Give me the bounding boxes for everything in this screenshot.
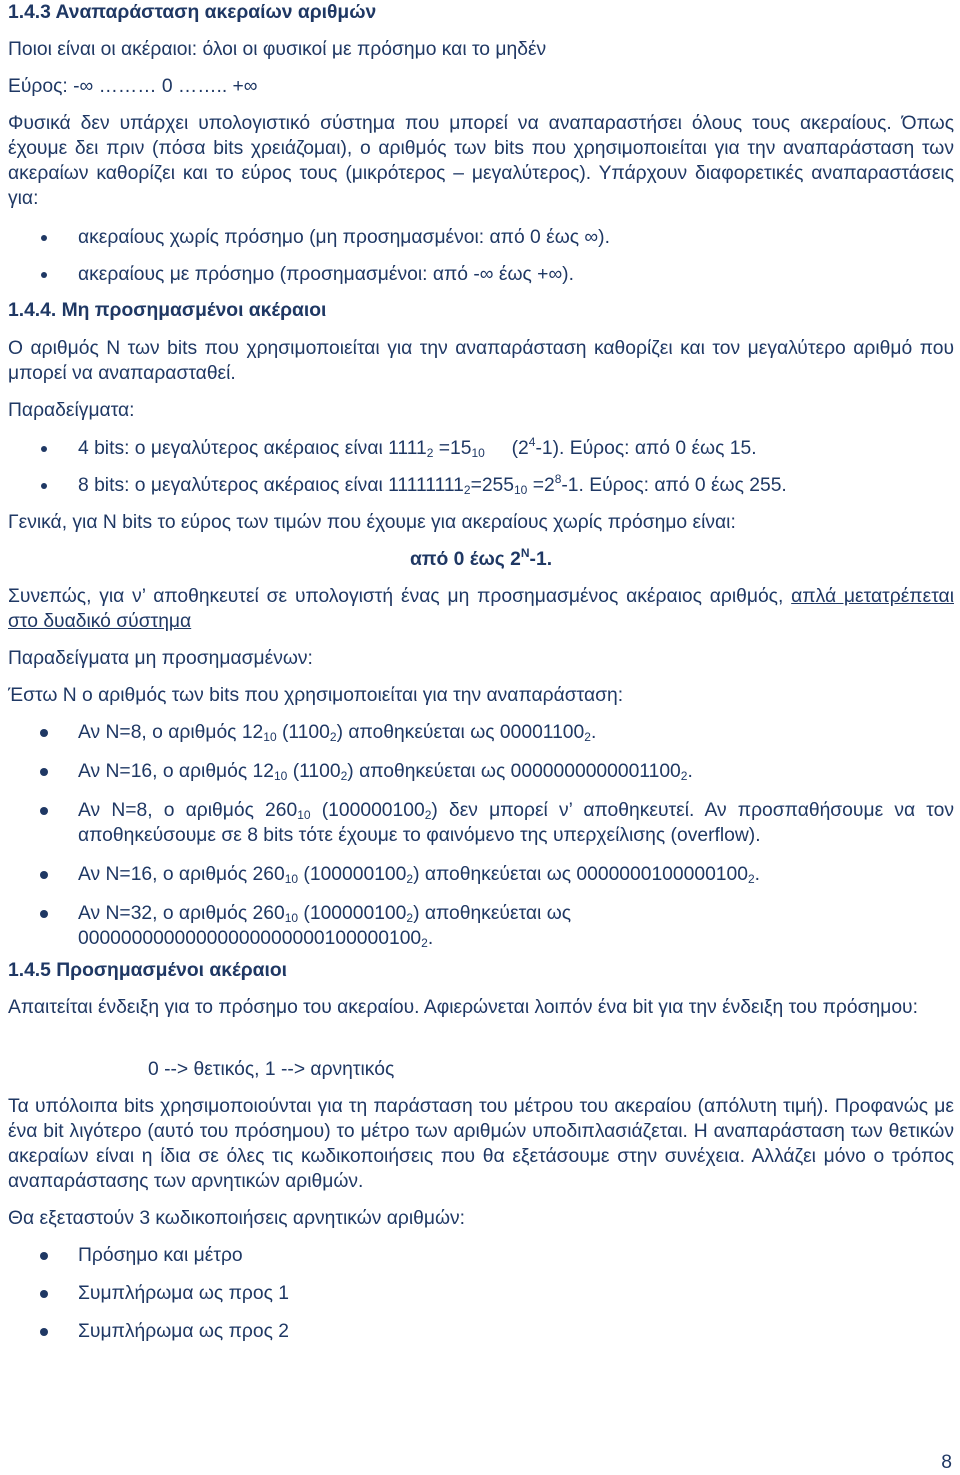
section-heading-1-4-3: 1.4.3 Αναπαράσταση ακεραίων αριθμών <box>8 2 377 23</box>
list-item: ακεραίους με πρόσημο (προσημασμένοι: από -∞ έως +∞). <box>8 262 954 287</box>
bullet-icon <box>41 235 47 241</box>
range-formula: από 0 έως $2^N-1$. <box>409 546 553 570</box>
sign-rule: 0 --> θετικός, 1 --> αρνητικός <box>148 1059 395 1080</box>
bullet-icon <box>40 871 48 879</box>
list-item: 8 bits: ο μεγαλύτερος ακέραιος είναι $11111111_2=255_{10} =2^8-1$. Εύρος: από 0 έως 255. <box>8 473 954 498</box>
examples-label: Παραδείγματα: <box>8 400 135 421</box>
paragraph-n-bits: Ο αριθμός Ν των bits που χρησιμοποιείται για την αναπαράσταση καθορίζει και τον μεγαλύτερο αριθμό που μπορεί να αναπαρασταθεί. <box>8 338 954 384</box>
bullet-icon <box>40 1290 48 1298</box>
section-heading-1-4-5: 1.4.5 Προσημασμένοι ακέραιοι <box>8 960 287 981</box>
bullet-icon <box>40 729 48 737</box>
list-item: Αν Ν=16, ο αριθμός $12_{10}$ $(1100_2)$ αποθηκεύεται ως $0000000000001100_2$. <box>8 759 954 784</box>
bullet-icon <box>40 1328 48 1336</box>
general-range-text: Γενικά, για Ν bits το εύρος των τιμών που έχουμε για ακεραίους χωρίς πρόσημο είναι: <box>8 512 736 533</box>
bullet-icon <box>40 807 48 815</box>
paragraph-representations: Φυσικά δεν υπάρχει υπολογιστικό σύστημα που μπορεί να αναπαραστήσει όλους τους ακεραίους. Όπως έχουμε δει πριν (πόσα bits χρειάζομαι), ο αριθμός των bits που χρησιμοποιείται για την αναπαράσταση των ακεραίων καθορίζει και το εύρος τους (μικρότερος – μεγαλύτερος). Υπάρχουν διαφορετικές αναπαραστάσεις για: <box>8 113 954 209</box>
page-number: 8 <box>941 1452 952 1473</box>
unsigned-cases-list <box>8 720 954 951</box>
representation-list <box>8 225 954 287</box>
let-n-text: Έστω Ν ο αριθμός των bits που χρησιμοποιείται για την αναπαράσταση: <box>8 685 624 706</box>
list-item: Αν Ν=32, ο αριθμός $260_{10}$ $(100000100_2)$ αποθηκεύεται ως $00000000000000000000000100000100_2$. <box>8 901 954 951</box>
list-item: Συμπλήρωμα ως προς 1 <box>8 1281 954 1306</box>
encodings-list <box>8 1243 954 1344</box>
list-item: Συμπλήρωμα ως προς 2 <box>8 1319 954 1344</box>
list-item: Αν Ν=8, ο αριθμός $260_{10}$ $(100000100_2)$ δεν μπορεί ν’ αποθηκευτεί. Αν προσπαθήσουμε να τον αποθηκεύσουμε σε 8 bits τότε έχουμε το φαινόμενο της υπερχείλισης (overflow). <box>8 798 954 848</box>
list-item: Αν Ν=8, ο αριθμός $12_{10}$ $(1100_2)$ αποθηκεύεται ως $00001100_2$. <box>8 720 954 745</box>
paragraph-magnitude: Τα υπόλοιπα bits χρησιμοποιούνται για τη παράσταση του μέτρου του ακεραίου (απόλυτη τιμή). Προφανώς με ένα bit λιγότερο (αυτό του πρόσημου) το μέτρο των αριθμών υποδιπλασιάζεται. Η αναπαράσταση των θετικών ακεραίων είναι η ίδια σε όλες τις κωδικοποιήσεις που θα εξετάσουμε στην συνέχεια. Αλλάζει μόνο ο τρόπος αναπαράστασης των αρνητικών αριθμών. <box>8 1096 954 1192</box>
paragraph-sign-bit: Απαιτείται ένδειξη για το πρόσημο του ακεραίου. Αφιερώνεται λοιπόν ένα bit για την ένδειξη του πρόσημου: <box>8 997 918 1018</box>
bullet-icon <box>40 910 48 918</box>
list-item: Πρόσημο και μέτρο <box>8 1243 954 1268</box>
range-line: Εύρος: -∞ ……… 0 …….. +∞ <box>8 76 258 97</box>
list-item: ακεραίους χωρίς πρόσημο (μη προσημασμένοι: από 0 έως ∞). <box>8 225 954 250</box>
bullet-icon <box>40 768 48 776</box>
integer-definition: Ποιοι είναι οι ακέραιοι: όλοι οι φυσικοί με πρόσημο και το μηδέν <box>8 39 547 60</box>
list-item: 4 bits: ο μεγαλύτερος ακέραιος είναι $1111_2 =15_{10}$ $(2^4-1)$. Εύρος: από 0 έως 15. <box>8 436 954 461</box>
list-item: Αν Ν=16, ο αριθμός $260_{10}$ $(100000100_2)$ αποθηκεύεται ως $0000000100000100_2$. <box>8 862 954 887</box>
bullet-icon <box>41 272 47 278</box>
conclusion-paragraph: Συνεπώς, για ν’ αποθηκευτεί σε υπολογιστή ένας μη προσημασμένος ακέραιος αριθμός, απλά μετατρέπεται στο δυαδικό σύστημα <box>8 586 954 632</box>
examples-list <box>8 436 954 498</box>
section-heading-1-4-4: 1.4.4. Μη προσημασμένοι ακέραιοι <box>8 300 327 321</box>
bullet-icon <box>41 446 47 452</box>
examples-unsigned-label: Παραδείγματα μη προσημασμένων: <box>8 648 313 669</box>
bullet-icon <box>41 483 47 489</box>
bullet-icon <box>40 1252 48 1260</box>
encodings-label: Θα εξεταστούν 3 κωδικοποιήσεις αρνητικών αριθμών: <box>8 1208 466 1229</box>
